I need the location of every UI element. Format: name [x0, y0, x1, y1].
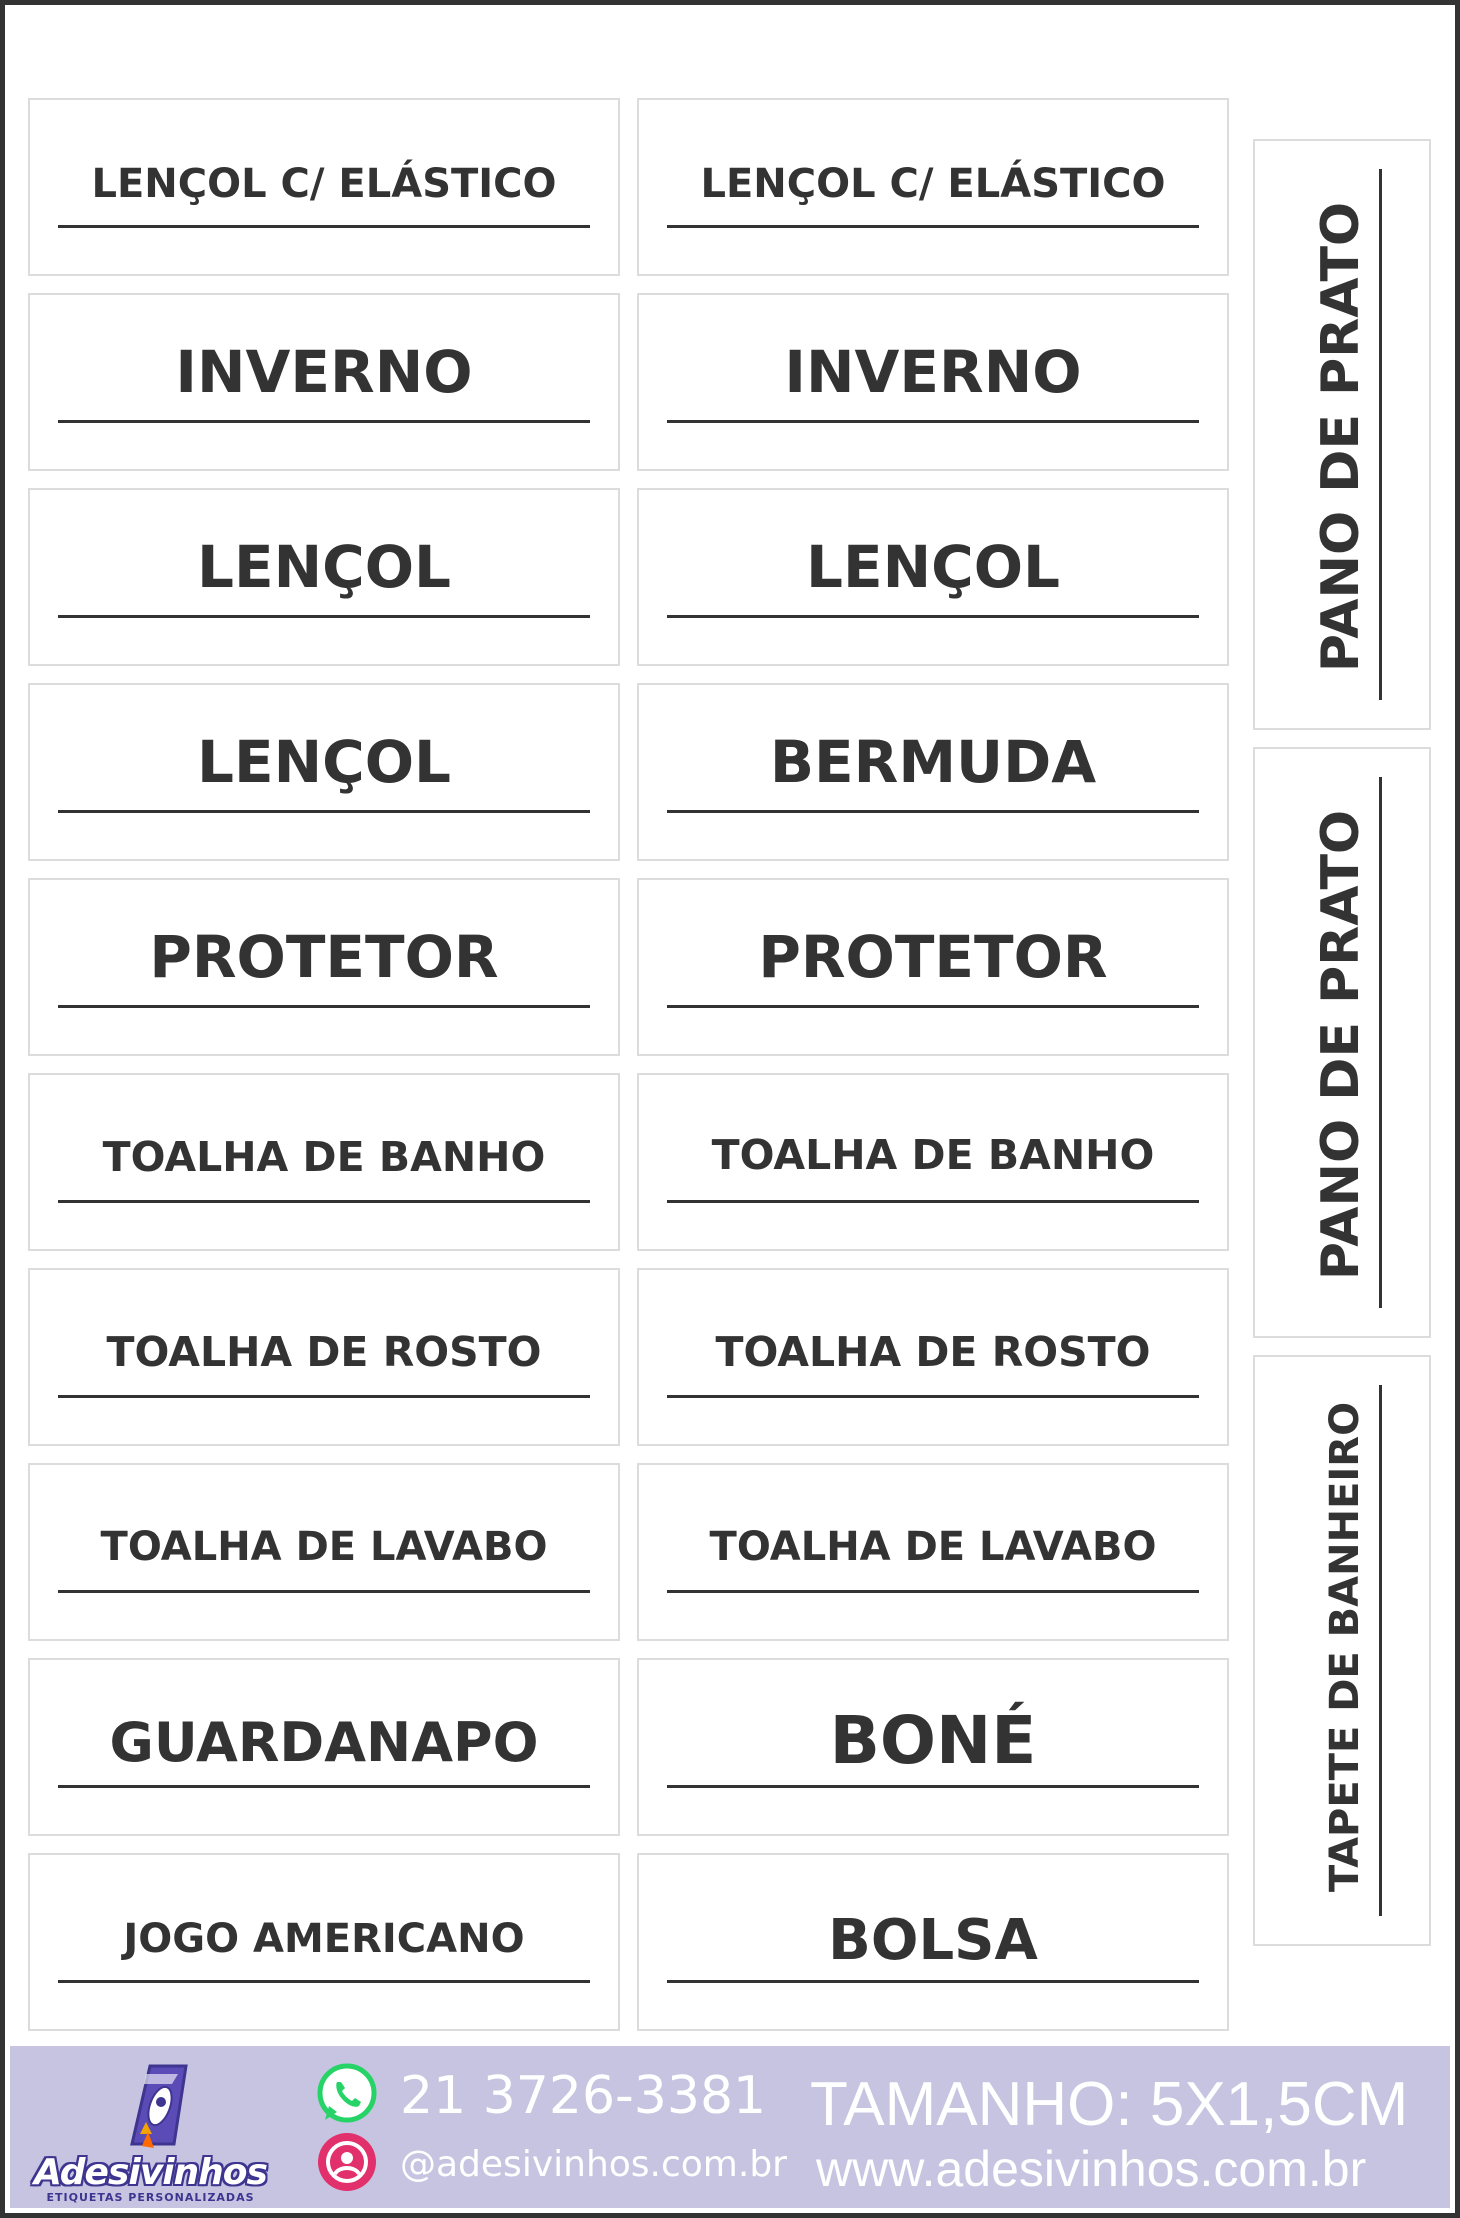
label-text: BONÉ: [829, 1702, 1037, 1779]
vertical-label-3: [1253, 1355, 1431, 1946]
label-right-9: [637, 1658, 1229, 1836]
label-text: PROTETOR: [758, 923, 1108, 991]
vertical-label-2: [1253, 747, 1431, 1338]
size-label: TAMANHO: 5X1,5CM: [810, 2070, 1409, 2139]
label-right-6: [637, 1073, 1229, 1251]
label-underline: [58, 615, 590, 618]
phone-row: [315, 2062, 775, 2126]
vertical-label-rule: [1379, 1385, 1382, 1916]
label-text: INVERNO: [175, 338, 473, 406]
vertical-label-text: TAPETE DE BANHEIRO: [1322, 1401, 1368, 1893]
label-underline: [667, 1980, 1199, 1983]
whatsapp-icon: [315, 2062, 379, 2126]
label-text: LENÇOL: [197, 533, 451, 601]
label-underline: [58, 1980, 590, 1983]
brand-name: Adesivinhos: [34, 2152, 267, 2193]
label-text: GUARDANAPO: [109, 1711, 539, 1774]
label-text: BOLSA: [828, 1908, 1038, 1973]
brand-logo: [28, 2054, 273, 2204]
label-left-2: [28, 293, 620, 471]
label-text: TOALHA DE LAVABO: [100, 1524, 548, 1570]
label-underline: [667, 1200, 1199, 1203]
label-text: LENÇOL C/ ELÁSTICO: [91, 161, 557, 207]
label-left-8: [28, 1463, 620, 1641]
label-underline: [667, 225, 1199, 228]
label-underline: [667, 615, 1199, 618]
label-left-5: [28, 878, 620, 1056]
label-text: BERMUDA: [769, 728, 1097, 796]
label-text: INVERNO: [784, 338, 1082, 406]
brand-tagline: ETIQUETAS PERSONALIZADAS: [46, 2191, 255, 2204]
label-text: LENÇOL: [197, 728, 451, 796]
label-underline: [58, 225, 590, 228]
label-underline: [667, 1785, 1199, 1788]
label-underline: [667, 420, 1199, 423]
label-text: TOALHA DE ROSTO: [715, 1328, 1151, 1376]
label-left-4: [28, 683, 620, 861]
vertical-label-text: PANO DE PRATO: [1311, 201, 1371, 673]
label-underline: [58, 1200, 590, 1203]
label-text: TOALHA DE ROSTO: [106, 1328, 542, 1376]
label-right-1: [637, 98, 1229, 276]
phone-number: 21 3726-3381: [400, 2066, 767, 2126]
label-underline: [58, 1395, 590, 1398]
label-underline: [58, 1005, 590, 1008]
label-underline: [667, 1395, 1199, 1398]
vertical-label-rule: [1379, 169, 1382, 700]
label-left-7: [28, 1268, 620, 1446]
label-left-10: [28, 1853, 620, 2031]
footer-bar: [10, 2046, 1450, 2208]
label-underline: [58, 1590, 590, 1593]
website-url: www.adesivinhos.com.br: [816, 2141, 1367, 2197]
label-right-5: [637, 878, 1229, 1056]
instagram-handle: @adesivinhos.com.br: [400, 2144, 787, 2185]
label-left-1: [28, 98, 620, 276]
label-text: LENÇOL C/ ELÁSTICO: [700, 161, 1166, 207]
label-underline: [58, 1785, 590, 1788]
label-right-7: [637, 1268, 1229, 1446]
label-underline: [667, 810, 1199, 813]
label-text: PROTETOR: [149, 923, 499, 991]
label-underline: [667, 1590, 1199, 1593]
label-text: TOALHA DE LAVABO: [709, 1524, 1157, 1570]
label-right-4: [637, 683, 1229, 861]
label-right-8: [637, 1463, 1229, 1641]
vertical-label-rule: [1379, 777, 1382, 1308]
label-text: TOALHA DE BANHO: [102, 1133, 546, 1181]
instagram-row: [315, 2130, 785, 2194]
instagram-icon: [315, 2130, 379, 2194]
label-left-9: [28, 1658, 620, 1836]
label-right-10: [637, 1853, 1229, 2031]
rocket-icon: [28, 2054, 273, 2154]
label-underline: [58, 810, 590, 813]
vertical-label-text: PANO DE PRATO: [1311, 809, 1371, 1281]
label-left-6: [28, 1073, 620, 1251]
label-text: LENÇOL: [806, 533, 1060, 601]
label-text: TOALHA DE BANHO: [711, 1131, 1155, 1179]
label-underline: [667, 1005, 1199, 1008]
label-right-2: [637, 293, 1229, 471]
label-left-3: [28, 488, 620, 666]
label-underline: [58, 420, 590, 423]
label-text: JOGO AMERICANO: [123, 1916, 525, 1962]
label-right-3: [637, 488, 1229, 666]
vertical-label-1: [1253, 139, 1431, 730]
